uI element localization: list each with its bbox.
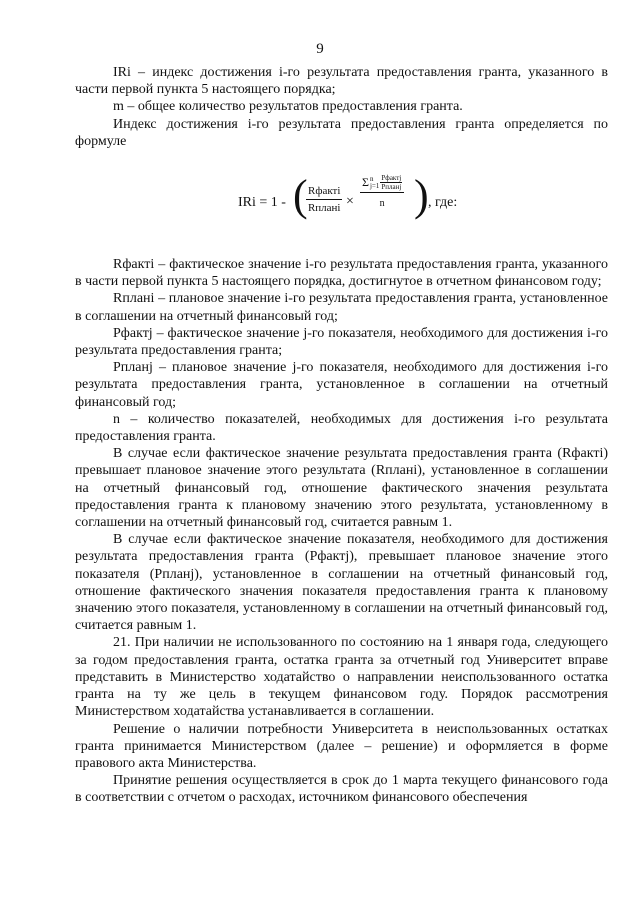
formula-open-paren: ( [293, 171, 308, 221]
formula-p-plan: Pпланj [381, 183, 402, 192]
paragraph-iri-definition: IRi – индекс достижения i-го результата предоставления гранта, указанного в части первой пункта 5 настоящего порядка; [75, 65, 608, 98]
document-body [75, 64, 608, 807]
paragraph-indicator-exceeds: В случае если фактическое значение показателя, необходимого для достижения результата предоставления гранта (Pфактj), превышает плановое значение этого показателя (Pпланj), установленное в соглашении на отчетный финансовый год, отношение фактического значения показателя предоставления гранта к плановому значению этого показателя, установленному в соглашении на отчетный финансовый год, считается равным 1. [75, 532, 608, 634]
paragraph-formula-intro: Индекс достижения i-го результата предоставления гранта определяется по формуле [75, 116, 608, 149]
formula-r-fact: Rфакті [306, 185, 342, 200]
formula-sigma: Σ [362, 175, 369, 190]
paragraph-decision: Решение о наличии потребности Университета в неиспользованных остатках гранта принимается Министерством (далее – решение) и оформляется в форме правового акта Министерства. [75, 721, 608, 771]
formula-inner-fraction [380, 174, 402, 191]
formula-sum-lower: j=1 [369, 181, 380, 190]
formula-fraction-r [306, 185, 342, 215]
paragraph-p-plan-definition: Pпланj – плановое значение j-го показателя, необходимого для достижения i-го результата предоставления гранта, установленное в соглашении на отчетный финансовый год; [75, 360, 608, 410]
formula-n: n [379, 198, 385, 210]
paragraph-p-fact-definition: Pфактj – фактическое значение j-го показателя, необходимого для достижения i-го результата предоставления гранта; [75, 325, 608, 359]
formula-fraction-sum [360, 174, 404, 210]
paragraph-r-plan-definition: Rплані – плановое значение i-го результата предоставления гранта, установленное в соглашении на отчетный финансовый год; [75, 291, 608, 324]
formula-sum-upper: n [369, 174, 374, 183]
paragraph-result-exceeds: В случае если фактическое значение результата предоставления гранта (Rфакті) превышает плановое значение этого результата (Rплані), установленное в соглашении на отчетный финансовый год, отношение фактического значения результата предоставления гранта к плановому значению этого результата, установленному в соглашении на отчетный финансовый год, считается равным 1. [75, 446, 608, 531]
formula-tail: , где: [428, 195, 458, 211]
formula-p-fact: Pфактj [381, 174, 402, 183]
formula-close-paren: ) [414, 171, 429, 221]
page-number: 9 [316, 41, 324, 57]
paragraph-m-definition: m – общее количество результатов предоставления гранта. [113, 99, 463, 115]
paragraph-decision-deadline: Принятие решения осуществляется в срок до 1 марта текущего финансового года в соответствии с отчетом о расходах, источником финансового обеспечения [75, 773, 608, 806]
paragraph-clause-21: 21. При наличии не использованного по состоянию на 1 января года, следующего за годом предоставления гранта, остатка гранта за отчетный год Университет вправе представить в Министерство ходатайство о направлении неиспользованного остатка гранта на ту же цель в текущем финансовом году. Порядок рассмотрения Министерством ходатайства устанавливается в соглашении. [75, 635, 608, 720]
formula-lhs: IRi = 1 - [238, 195, 286, 211]
formula [75, 164, 608, 246]
formula-sum-limits [370, 176, 379, 190]
formula-times: × [346, 194, 354, 210]
paragraph-n-definition: n – количество показателей, необходимых для достижения i-го результата предоставления гранта. [75, 411, 608, 445]
formula-r-plan: Rплані [307, 202, 341, 215]
paragraph-r-fact-definition: Rфакті – фактическое значение i-го результата предоставления гранта, указанного в части первой пункта 5 настоящего порядка, достигнутое в отчетном финансовом году; [75, 257, 608, 290]
